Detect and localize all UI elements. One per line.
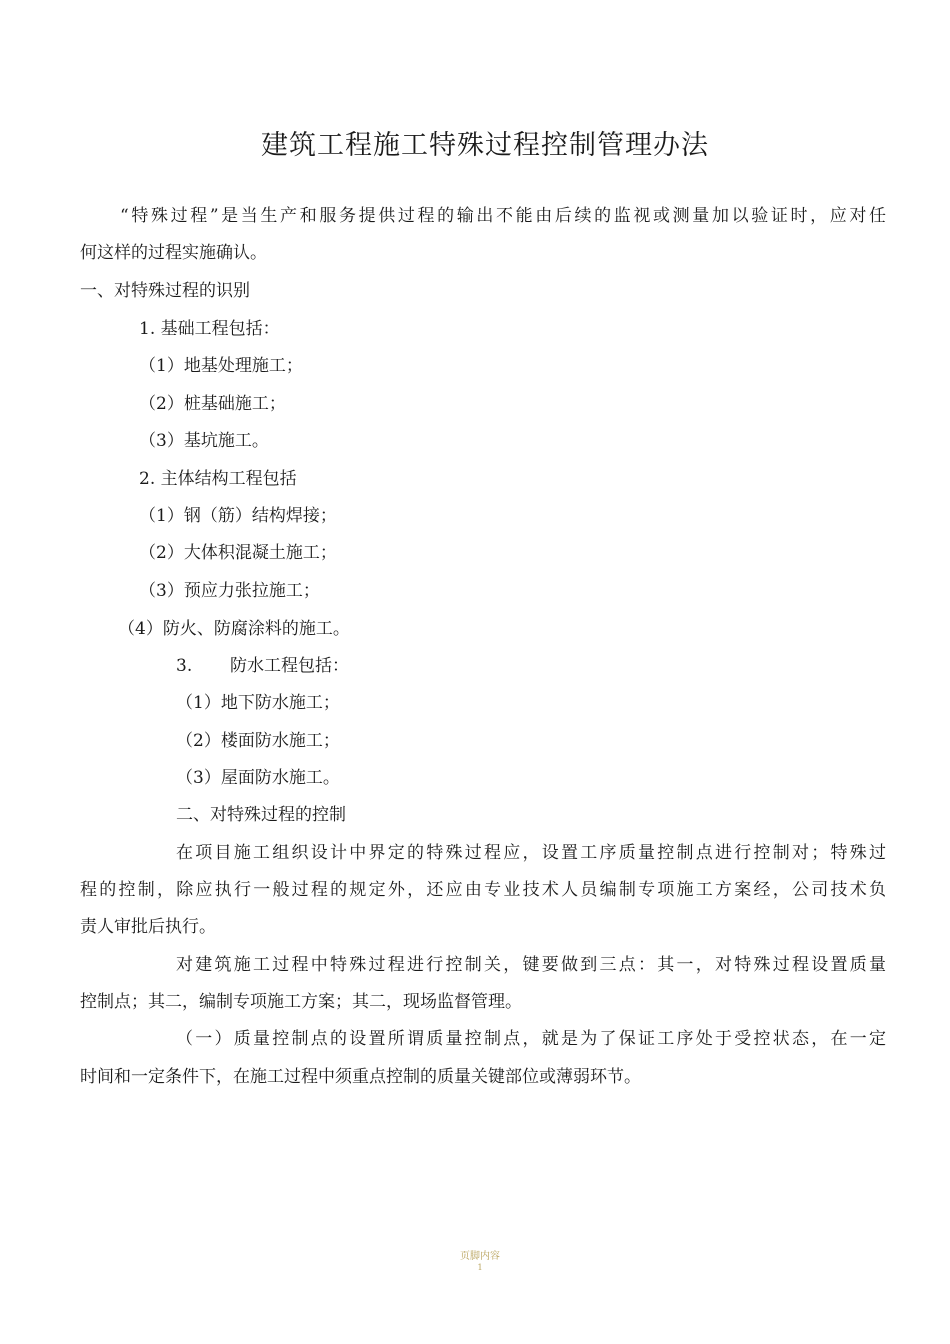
- item-3-sub-2: （2）楼面防水施工；: [176, 731, 340, 751]
- para-2-line-2: 控制点；其二，编制专项施工方案；其二，现场监督管理。: [80, 992, 522, 1012]
- document-title: 建筑工程施工特殊过程控制管理办法: [261, 130, 709, 161]
- item-2-heading: 2. 主体结构工程包括: [139, 469, 297, 489]
- item-1-heading: 1. 基础工程包括：: [139, 319, 280, 339]
- page-footer: 页脚内容: [460, 1251, 500, 1262]
- para-2-line-1: 对建筑施工过程中特殊过程进行控制关，键要做到三点：其一，对特殊过程设置质量: [176, 955, 886, 975]
- page-footer-mark: 1: [477, 1263, 483, 1272]
- para-1-line-2: 程的控制，除应执行一般过程的规定外，还应由专业技术人员编制专项施工方案经，公司技术负: [80, 880, 886, 900]
- item-2-sub-3: （3）预应力张拉施工；: [139, 581, 320, 601]
- item-3-heading: 3. 防水工程包括：: [176, 656, 350, 676]
- section-1-heading: 一、对特殊过程的识别: [80, 281, 250, 301]
- item-3-sub-3: （3）屋面防水施工。: [176, 768, 340, 788]
- item-1-sub-2: （2）桩基础施工；: [139, 394, 286, 414]
- section-2-heading: 二、对特殊过程的控制: [176, 805, 346, 825]
- para-3-line-1: （一）质量控制点的设置所谓质量控制点，就是为了保证工序处于受控状态，在一定: [176, 1029, 886, 1049]
- item-3-sub-1: （1）地下防水施工；: [176, 693, 340, 713]
- item-1-sub-1: （1）地基处理施工；: [139, 356, 303, 376]
- item-2-sub-2: （2）大体积混凝土施工；: [139, 543, 337, 563]
- intro-line-2: 何这样的过程实施确认。: [80, 243, 267, 263]
- item-2-sub-1: （1）钢（筋）结构焊接；: [139, 506, 337, 526]
- item-2-sub-4: （4）防火、防腐涂料的施工。: [118, 619, 350, 639]
- para-3-line-2: 时间和一定条件下，在施工过程中须重点控制的质量关键部位或薄弱环节。: [80, 1067, 641, 1087]
- intro-line-1: “特殊过程”是当生产和服务提供过程的输出不能由后续的监视或测量加以验证时，应对任: [120, 206, 886, 226]
- para-1-line-3: 责人审批后执行。: [80, 917, 216, 937]
- item-1-sub-3: （3）基坑施工。: [139, 431, 269, 451]
- para-1-line-1: 在项目施工组织设计中界定的特殊过程应，设置工序质量控制点进行控制对；特殊过: [176, 843, 886, 863]
